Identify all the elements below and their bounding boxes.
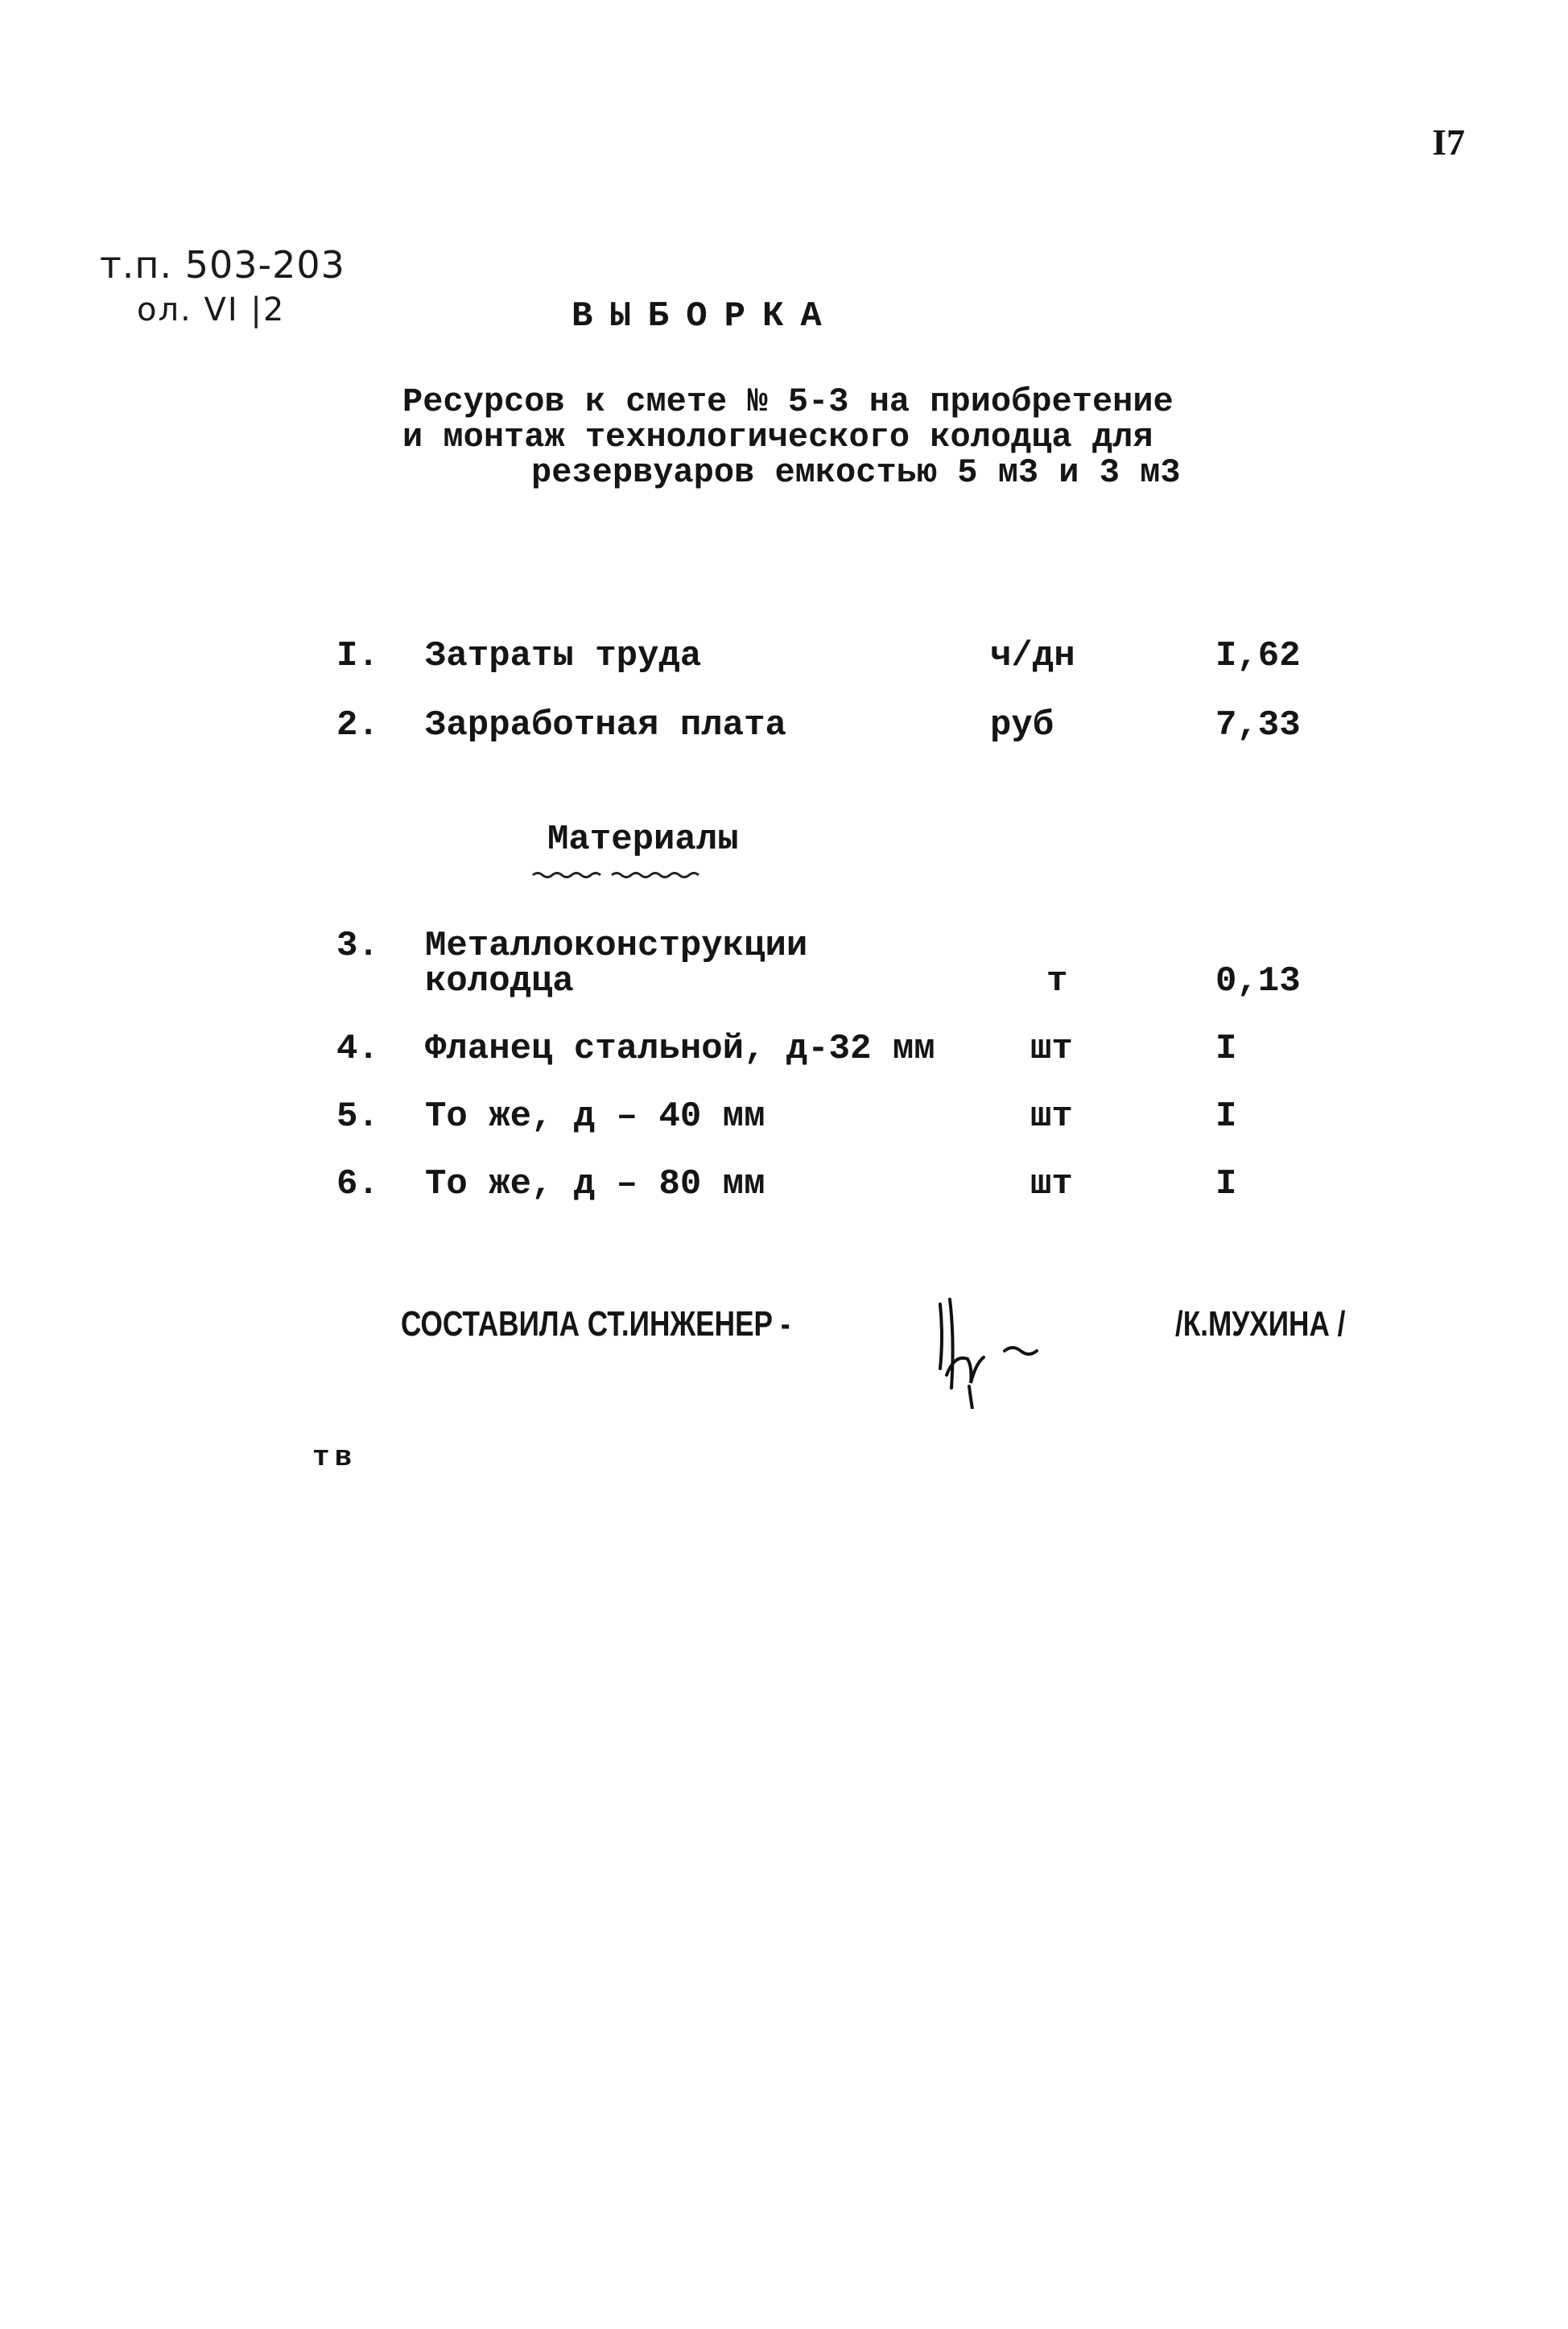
row-unit: шт (1030, 1164, 1073, 1204)
row-name: Фланец стальной, д-32 мм (425, 1029, 935, 1069)
row-quantity: 7,33 (1215, 705, 1301, 745)
wavy-underline (531, 869, 708, 881)
doc-code-line2: ол. VI |2 (137, 291, 286, 328)
row-unit: руб (990, 705, 1054, 745)
row-name: Металлоконструкции (425, 926, 808, 966)
section-title-materials: Материалы (547, 820, 739, 860)
row-name: Затраты труда (425, 636, 702, 676)
row-unit: ч/дн (990, 636, 1075, 676)
document-title: ВЫБОРКА (571, 296, 839, 337)
row-number: 4. (336, 1029, 379, 1069)
subtitle-line2: и монтаж технологического колодца для (402, 418, 1153, 456)
doc-code-line1: т.п. 503-203 (100, 243, 345, 287)
signer-name: /К.МУХИНА / (1175, 1304, 1346, 1344)
subtitle-line3: резервуаров емкостью 5 м3 и 3 м3 (531, 453, 1181, 492)
row-quantity: I (1215, 1029, 1237, 1069)
row-number: 3. (336, 926, 379, 966)
row-quantity: I (1215, 1164, 1237, 1204)
typist-mark: тв (312, 1441, 357, 1474)
row-number: 2. (336, 705, 379, 745)
row-number: I. (336, 636, 379, 676)
row-name: Зарработная плата (425, 705, 786, 745)
page-number: I7 (1432, 122, 1465, 163)
row-number: 6. (336, 1164, 379, 1204)
row-number: 5. (336, 1096, 379, 1137)
row-unit: шт (1030, 1029, 1073, 1069)
row-unit: т (1046, 961, 1068, 1001)
row-quantity: I (1215, 1096, 1237, 1137)
row-quantity: I,62 (1215, 636, 1301, 676)
row-quantity: 0,13 (1215, 961, 1301, 1001)
row-name: То же, д – 40 мм (425, 1096, 765, 1137)
row-unit: шт (1030, 1096, 1073, 1137)
row-name-continued: колодца (425, 961, 574, 1001)
row-name: То же, д – 80 мм (425, 1164, 765, 1204)
signer-label: СОСТАВИЛА СТ.ИНЖЕНЕР - (401, 1304, 790, 1344)
signature-mark (918, 1288, 1063, 1409)
subtitle-line1: Ресурсов к смете № 5-3 на приобретение (402, 382, 1174, 421)
